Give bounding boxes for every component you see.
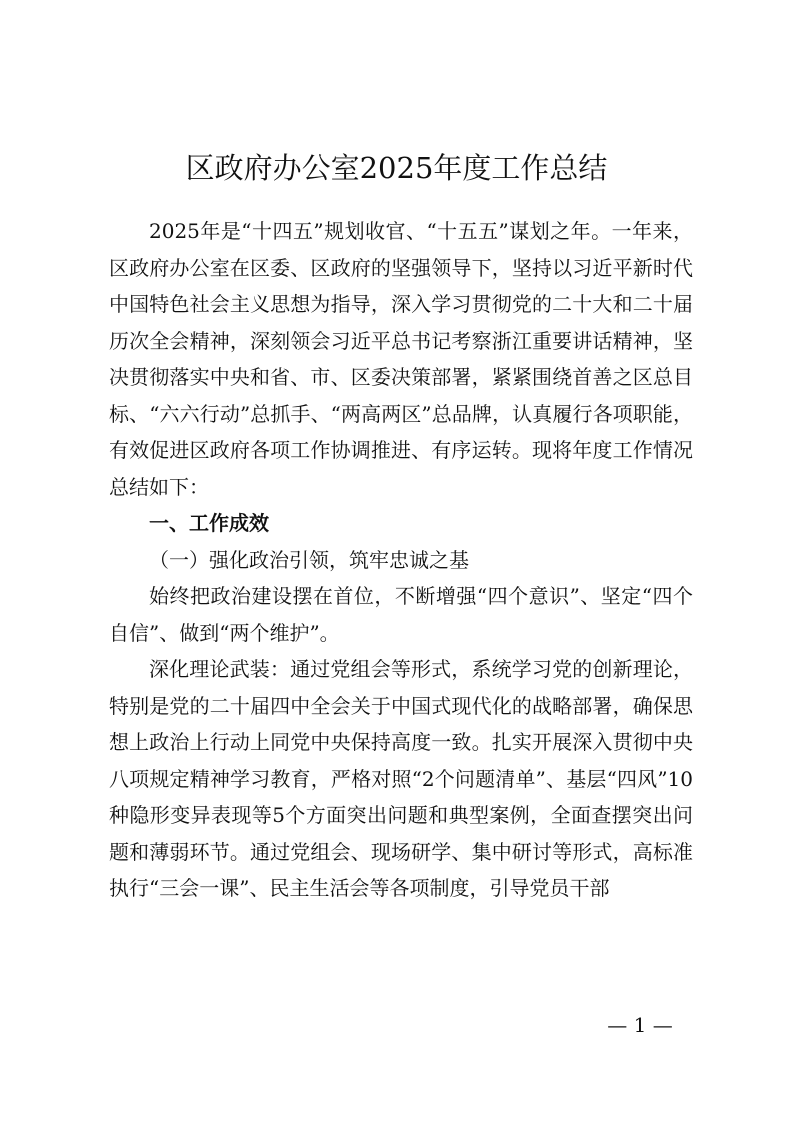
document-body	[109, 213, 693, 907]
page-number: — 1 —	[607, 1013, 673, 1037]
section-heading: 一、工作成效	[149, 511, 269, 535]
body-paragraph: 始终把政治建设摆在首位，不断增强“四个意识”、坚定“四个自信”、做到“两个维护”。	[109, 584, 693, 645]
intro-paragraph: 2025年是“十四五”规划收官、“十五五”谋划之年。一年来，区政府办公室在区委、区政府的坚强领导下，坚持以习近平新时代中国特色社会主义思想为指导，深入学习贯彻党的二十大和二十届历次全会精神，深刻领会习近平总书记考察浙江重要讲话精神，坚决贯彻落实中央和省、市、区委决策部署，紧紧围绕首善之区总目标、“六六行动”总抓手、“两高两区”总品牌，认真履行各项职能，有效促进区政府各项工作协调推进、有序运转。现将年度工作情况总结如下：	[109, 219, 693, 499]
body-paragraph: 深化理论武装：通过党组会等形式，系统学习党的创新理论，特别是党的二十届四中全会关于中国式现代化的战略部署，确保思想上政治上行动上同党中央保持高度一致。扎实开展深入贯彻中央八项规定精神学习教育，严格对照“2个问题清单”、基层“四风”10种隐形变异表现等5个方面突出问题和典型案例，全面查摆突出问题和薄弱环节。通过党组会、现场研学、集中研讨等形式，高标准执行“三会一课”、民主生活会等各项制度，引导党员干部	[109, 657, 693, 900]
subsection-heading: （一）强化政治引领，筑牢忠诚之基	[149, 547, 469, 572]
document-title: 区政府办公室2025年度工作总结	[185, 151, 608, 185]
